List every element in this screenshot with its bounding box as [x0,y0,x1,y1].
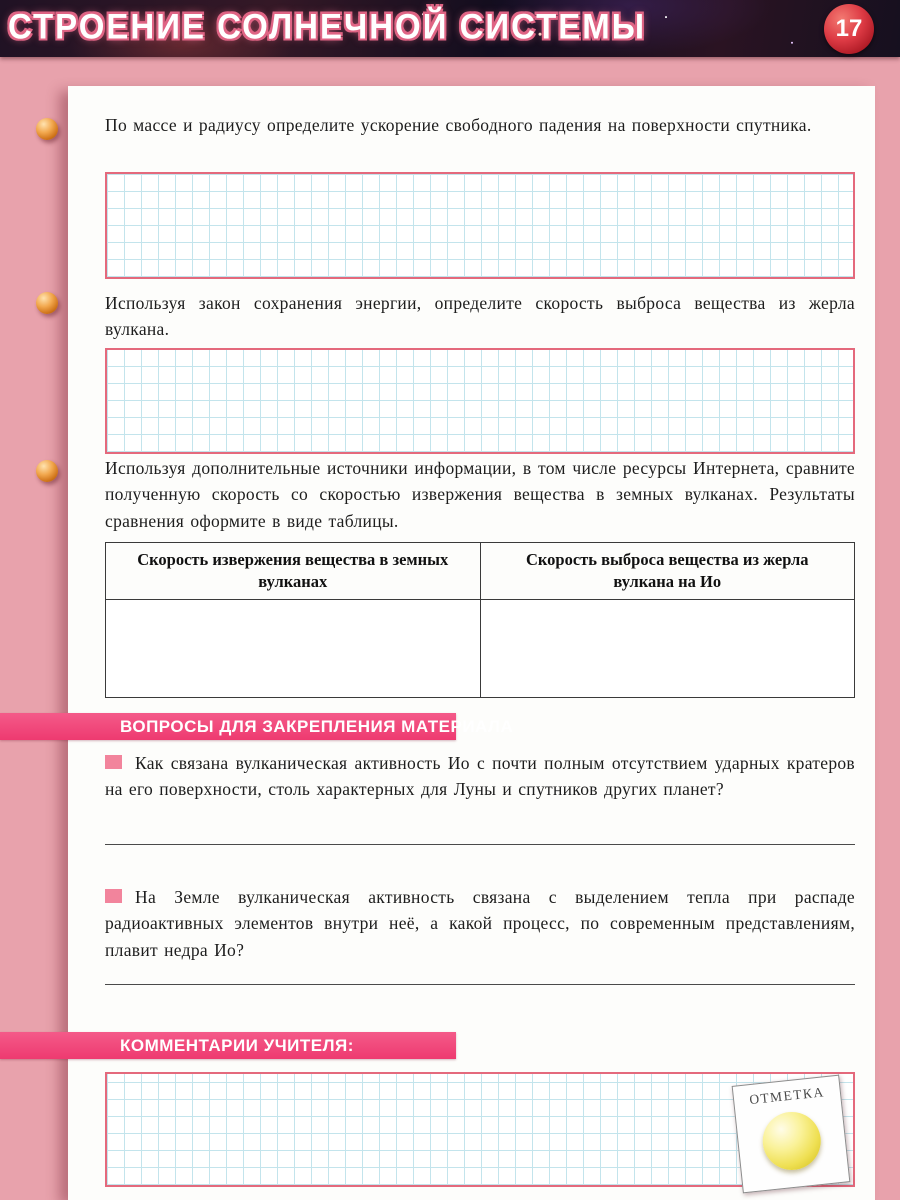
square-bullet-icon [105,889,122,903]
question-1 [105,750,855,803]
chapter-header [0,0,900,57]
task-text-1: По массе и радиусу определите ускорение свободного падения на поверхности спутника. [105,115,812,135]
bullet-sphere-icon [36,460,58,482]
task-text-3: Используя дополнительные источники информации, в том числе ресурсы Интернета, сравните полученную скорость со скоростью извержения вещества в земных вулканах. Результаты сравнения оформите в виде таблицы. [105,458,855,531]
grade-ball-icon [760,1109,824,1173]
table-cell-io-value[interactable] [480,600,855,698]
page-number: 17 [835,15,863,42]
grade-stamp-label: ОТМЕТКА [748,1084,826,1108]
answer-line-1[interactable] [105,844,855,845]
comments-banner-label: КОММЕНТАРИИ УЧИТЕЛЯ: [120,1036,354,1055]
square-bullet-icon [105,755,122,769]
section-banner-questions [0,713,514,740]
comparison-table [105,542,855,698]
page-number-badge [824,4,874,54]
answer-grid-1[interactable] [105,172,855,279]
question-1-text: Как связана вулканическая активность Ио с почти полным отсутствием ударных кратеров на его поверхности, столь характерных для Луны и спутников других планет? [105,753,855,800]
question-2 [105,884,855,963]
task-text-2: Используя закон сохранения энергии, определите скорость выброса вещества из жерла вулкана. [105,293,855,340]
bullet-sphere-icon [36,118,58,140]
answer-grid-2[interactable] [105,348,855,454]
table-row [106,600,855,698]
answer-line-2[interactable] [105,984,855,985]
questions-banner-label: ВОПРОСЫ ДЛЯ ЗАКРЕПЛЕНИЯ МАТЕРИАЛА [120,717,514,736]
table-header-earth-volcanoes: Скорость извержения вещества в земных вулканах [106,543,481,600]
bullet-sphere-icon [36,292,58,314]
grade-stamp [732,1075,851,1194]
table-header-row [106,543,855,600]
chapter-title: СТРОЕНИЕ СОЛНЕЧНОЙ СИСТЕМЫ [8,6,647,46]
section-banner-comments [0,1032,456,1059]
table-cell-earth-value[interactable] [106,600,481,698]
table-header-io-volcano: Скорость выброса вещества из жерла вулкана на Ио [480,543,855,600]
question-2-text: На Земле вулканическая активность связана с выделением тепла при распаде радиоактивных элементов внутри неё, а какой процесс, по современным представлениям, плавит недра Ио? [105,887,855,960]
